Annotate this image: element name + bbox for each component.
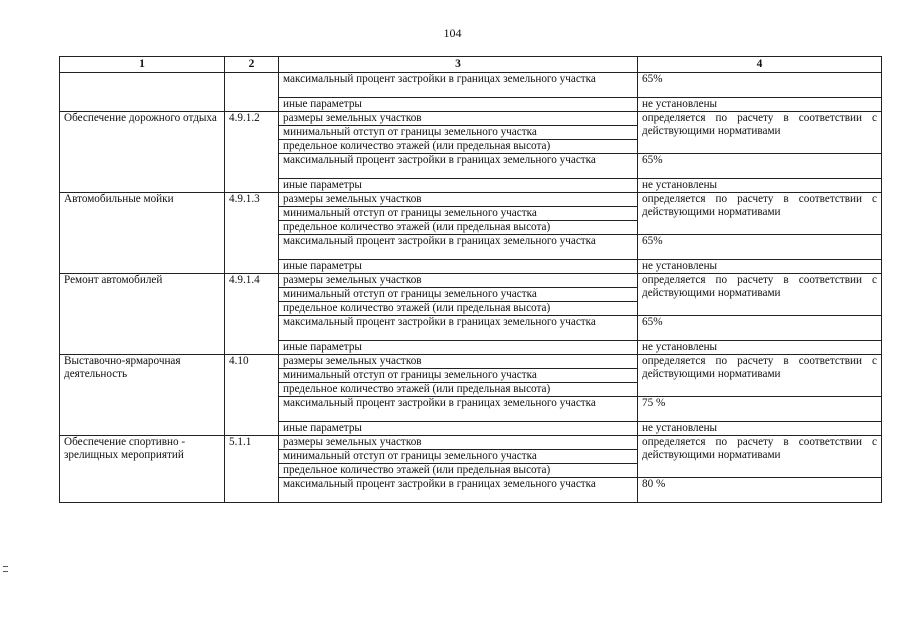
value-coverage: 80 % bbox=[638, 478, 882, 503]
param-floors: предельное количество этажей (или предельная высота) bbox=[279, 464, 638, 478]
param-floors: предельное количество этажей (или предельная высота) bbox=[279, 302, 638, 316]
param-offset: минимальный отступ от границы земельного участка bbox=[279, 450, 638, 464]
value-other: не установлены bbox=[638, 98, 882, 112]
use-code-cell: 5.1.1 bbox=[225, 436, 279, 503]
table-header-row bbox=[60, 57, 882, 73]
param-size: размеры земельных участков bbox=[279, 436, 638, 450]
param-coverage: максимальный процент застройки в границах земельного участка bbox=[279, 316, 638, 341]
param-other: иные параметры bbox=[279, 98, 638, 112]
param-size: размеры земельных участков bbox=[279, 355, 638, 369]
param-offset: минимальный отступ от границы земельного участка bbox=[279, 126, 638, 140]
param-floors: предельное количество этажей (или предельная высота) bbox=[279, 383, 638, 397]
page-number: 104 bbox=[443, 26, 462, 40]
value-coverage: 65% bbox=[638, 154, 882, 179]
column-header-4: 4 bbox=[638, 57, 882, 73]
use-name-cell: Автомобильные мойки bbox=[60, 193, 225, 274]
param-other: иные параметры bbox=[279, 179, 638, 193]
table-row bbox=[60, 355, 882, 369]
use-code-cell: 4.9.1.3 bbox=[225, 193, 279, 274]
param-other: иные параметры bbox=[279, 341, 638, 355]
table-row bbox=[60, 193, 882, 207]
margin-mark bbox=[3, 566, 8, 572]
value-other: не установлены bbox=[638, 179, 882, 193]
param-coverage: максимальный процент застройки в границах земельного участка bbox=[279, 235, 638, 260]
value-calc: определяется по расчету в соответствии с действующими нормативами bbox=[638, 274, 882, 316]
value-coverage: 65% bbox=[638, 316, 882, 341]
column-header-3: 3 bbox=[279, 57, 638, 73]
param-coverage: максимальный процент застройки в границах земельного участка bbox=[279, 397, 638, 422]
param-size: размеры земельных участков bbox=[279, 274, 638, 288]
param-size: размеры земельных участков bbox=[279, 193, 638, 207]
value-coverage: 75 % bbox=[638, 397, 882, 422]
param-coverage: максимальный процент застройки в границах земельного участка bbox=[279, 73, 638, 98]
use-name-cell: Ремонт автомобилей bbox=[60, 274, 225, 355]
param-size: размеры земельных участков bbox=[279, 112, 638, 126]
value-other: не установлены bbox=[638, 422, 882, 436]
param-floors: предельное количество этажей (или предельная высота) bbox=[279, 221, 638, 235]
value-calc: определяется по расчету в соответствии с действующими нормативами bbox=[638, 355, 882, 397]
use-name-cell: Выставочно-ярмарочная деятельность bbox=[60, 355, 225, 436]
param-offset: минимальный отступ от границы земельного участка bbox=[279, 288, 638, 302]
param-offset: минимальный отступ от границы земельного участка bbox=[279, 207, 638, 221]
column-header-2: 2 bbox=[225, 57, 279, 73]
param-coverage: максимальный процент застройки в границах земельного участка bbox=[279, 154, 638, 179]
table-row bbox=[60, 274, 882, 288]
value-calc: определяется по расчету в соответствии с действующими нормативами bbox=[638, 112, 882, 154]
value-other: не установлены bbox=[638, 260, 882, 274]
value-coverage: 65% bbox=[638, 73, 882, 98]
column-header-1: 1 bbox=[60, 57, 225, 73]
use-name-cell: Обеспечение спортивно - зрелищных мероприятий bbox=[60, 436, 225, 503]
value-calc: определяется по расчету в соответствии с действующими нормативами bbox=[638, 193, 882, 235]
table-row bbox=[60, 436, 882, 450]
value-other: не установлены bbox=[638, 341, 882, 355]
param-floors: предельное количество этажей (или предельная высота) bbox=[279, 140, 638, 154]
table-row bbox=[60, 73, 882, 98]
param-other: иные параметры bbox=[279, 422, 638, 436]
zoning-parameters-table bbox=[59, 56, 882, 503]
table-row bbox=[60, 112, 882, 126]
use-name-cell: Обеспечение дорожного отдыха bbox=[60, 112, 225, 193]
param-other: иные параметры bbox=[279, 260, 638, 274]
use-code-cell bbox=[225, 73, 279, 112]
use-code-cell: 4.9.1.2 bbox=[225, 112, 279, 193]
use-code-cell: 4.10 bbox=[225, 355, 279, 436]
use-name-cell bbox=[60, 73, 225, 112]
use-code-cell: 4.9.1.4 bbox=[225, 274, 279, 355]
value-coverage: 65% bbox=[638, 235, 882, 260]
value-calc: определяется по расчету в соответствии с действующими нормативами bbox=[638, 436, 882, 478]
param-coverage: максимальный процент застройки в границах земельного участка bbox=[279, 478, 638, 503]
param-offset: минимальный отступ от границы земельного участка bbox=[279, 369, 638, 383]
